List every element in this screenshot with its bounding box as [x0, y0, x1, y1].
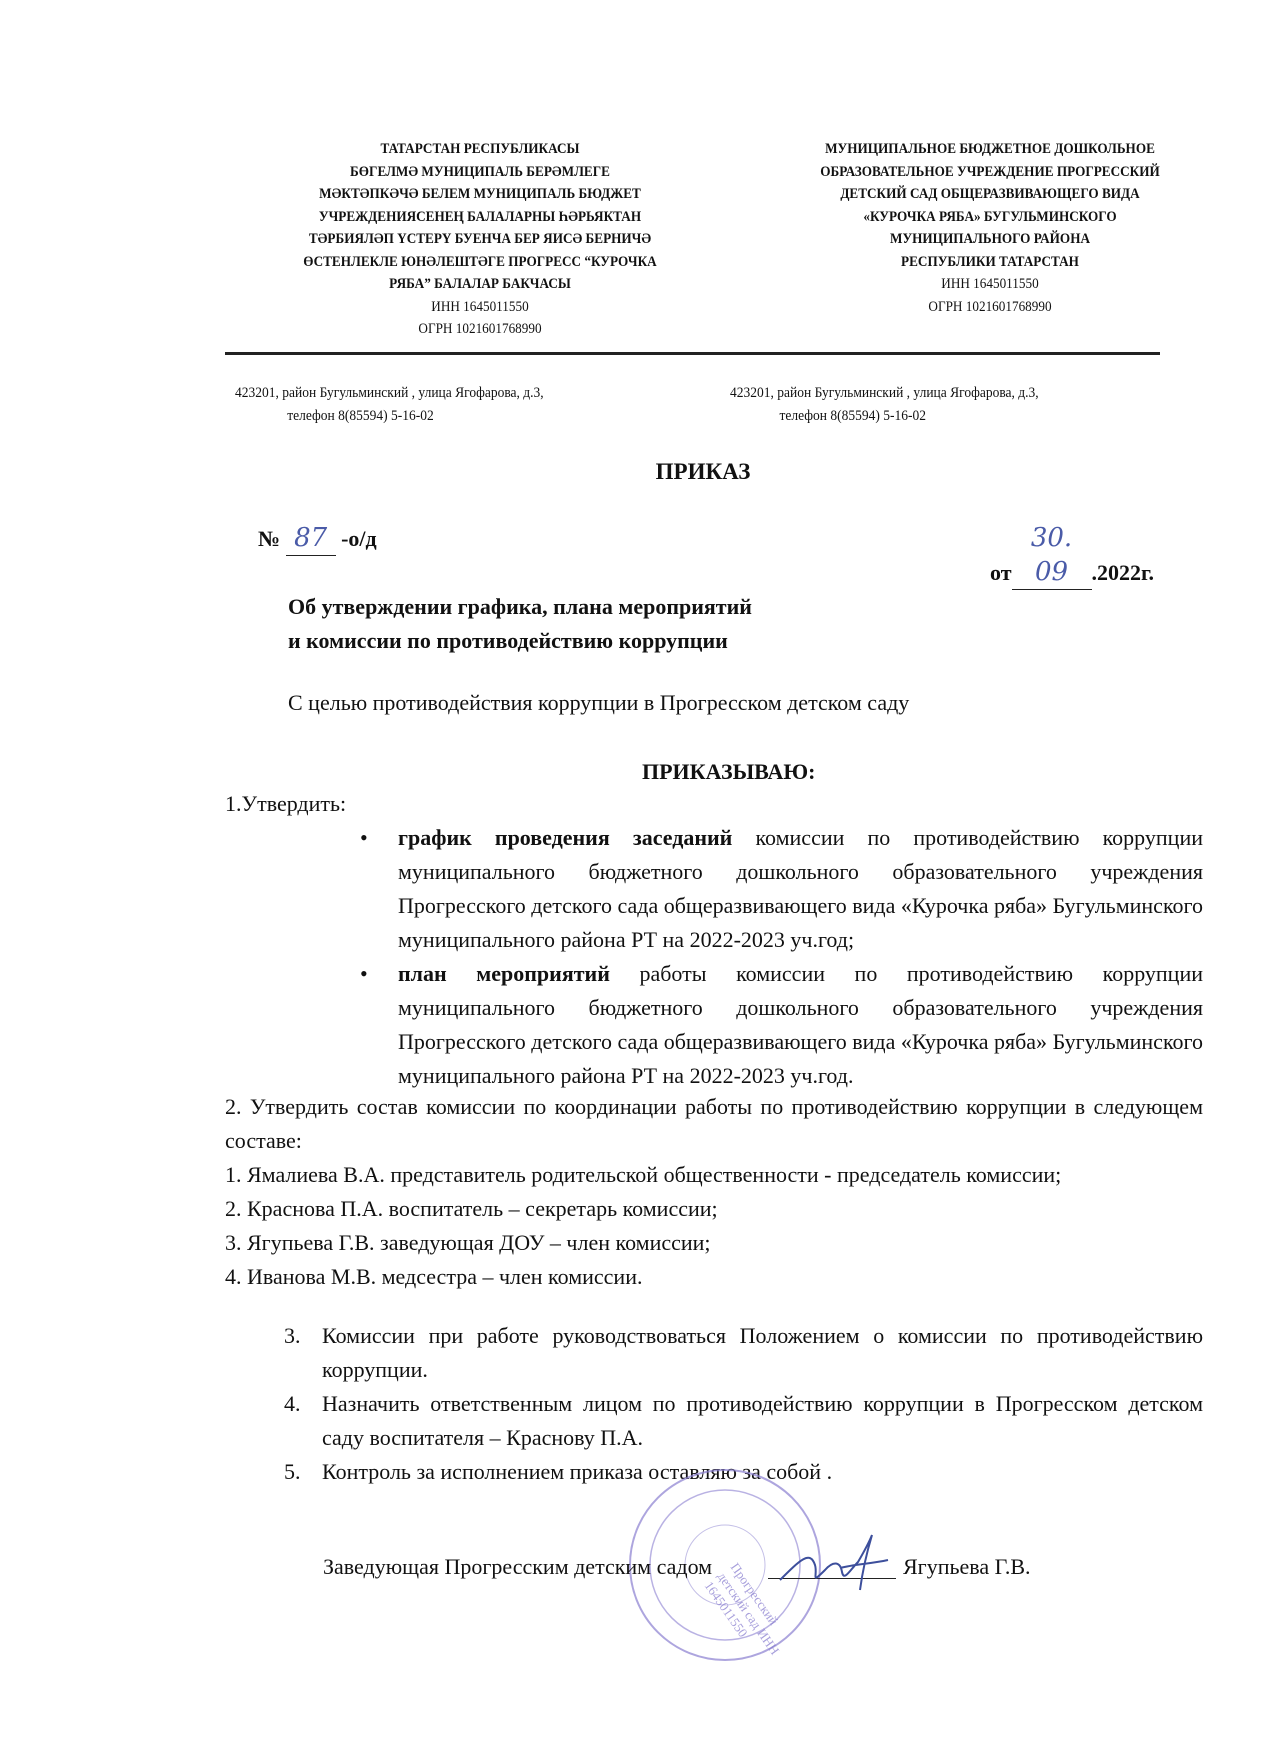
header-line: МУНИЦИПАЛЬНОЕ БЮДЖЕТНОЕ ДОШКОЛЬНОЕ — [825, 141, 1155, 157]
bullet-text: комиссии по противодействию коррупции муниципального бюджетного дошкольного образовательного учреждения Прогресского детского сада общеразвивающего вида «Курочка ряба» Бугульминского муниципального района РТ на 2022-2023 уч.год; — [398, 825, 1203, 952]
number-handwritten: 87 — [286, 521, 336, 556]
ogrn: ОГРН 1021601768990 — [418, 321, 542, 337]
address-line: 423201, район Бугульминский , улица Ягофарова, д.3, — [730, 385, 1039, 401]
date-prefix: от — [990, 560, 1012, 585]
number-sign: № — [258, 526, 281, 551]
header-line: ОБРАЗОВАТЕЛЬНОЕ УЧРЕЖДЕНИЕ ПРОГРЕССКИЙ — [820, 163, 1160, 180]
approve-list — [398, 821, 1203, 1093]
header-line: ӨСТЕНЛЕКЛЕ ЮНӘЛЕШТӘГЕ ПРОГРЕСС “КУРОЧКА — [303, 253, 657, 270]
number-suffix: -о/д — [341, 526, 377, 551]
bullet-bold: план мероприятий — [398, 961, 610, 986]
header-line: УЧРЕЖДЕНИЯСЕНЕҢ БАЛАЛАРНЫ ҺӘРЬЯКТАН — [318, 208, 642, 225]
header-line: «КУРОЧКА РЯБА» БУГУЛЬМИНСКОГО — [863, 208, 1117, 225]
address-line: 423201, район Бугульминский , улица Ягофарова, д.3, — [235, 385, 544, 401]
header-left — [242, 138, 717, 341]
inn: ИНН 1645011550 — [431, 298, 529, 315]
bullet-text: работы комиссии по противодействию коррупции муниципального бюджетного дошкольного образовательного учреждения Прогресского детского сада общеразвивающего вида «Курочка ряба» Бугульминского муниципального района РТ на 2022-2023 уч.год. — [398, 961, 1203, 1088]
order-items — [272, 1319, 1203, 1489]
header-line: ДЕТСКИЙ САД ОБЩЕРАЗВИВАЮЩЕГО ВИДА — [840, 186, 1140, 202]
member-item: 2. Краснова П.А. воспитатель – секретарь комиссии; — [225, 1196, 718, 1221]
address-left — [235, 382, 544, 428]
item-text: Комиссии при работе руководствоваться Положением о комиссии по противодействию коррупции. — [322, 1323, 1203, 1382]
phone-line: телефон 8(85594) 5-16-02 — [779, 408, 927, 424]
list-item — [398, 821, 1203, 957]
header-line: ТӘРБИЯЛӘП ҮСТЕРҮ БУЕНЧА БЕР ЯИСӘ БЕРНИЧӘ — [308, 231, 652, 247]
item-number: 3. — [284, 1323, 301, 1348]
member-item: 1. Ямалиева В.А. представитель родительской общественности - председатель комиссии; — [225, 1162, 1062, 1187]
header-line: МУНИЦИПАЛЬНОГО РАЙОНА — [889, 231, 1090, 247]
order-number — [258, 521, 377, 556]
title-line: и комиссии по противодействию коррупции — [288, 628, 728, 653]
list-item — [398, 957, 1203, 1093]
item-text: Назначить ответственным лицом по противодействию коррупции в Прогресском детском саду воспитателя – Краснову П.А. — [322, 1391, 1203, 1450]
header-right — [770, 138, 1210, 318]
signature-role: Заведующая Прогресским детским садом — [323, 1554, 713, 1579]
members-list — [225, 1158, 1061, 1294]
bullet-bold: график проведения заседаний — [398, 825, 733, 850]
stamp-text: Прогресский детский сад ИНН 1645011550 — [701, 1560, 783, 1658]
order-item — [272, 1319, 1203, 1387]
phone-line: телефон 8(85594) 5-16-02 — [287, 408, 434, 424]
preamble: С целью противодействия коррупции в Прогресском детском саду — [288, 690, 910, 715]
order-date — [990, 521, 1154, 590]
item-text: Контроль за исполнением приказа оставляю за собой . — [322, 1459, 833, 1484]
member-item: 4. Иванова М.В. медсестра – член комиссии. — [225, 1264, 643, 1289]
order-item — [272, 1387, 1203, 1455]
title-line: Об утверждении графика, плана мероприятий — [288, 594, 752, 619]
date-suffix: .2022г. — [1091, 560, 1155, 585]
signature-icon — [770, 1520, 900, 1600]
item1-label: 1.Утвердить: — [225, 791, 347, 816]
item2: 2. Утвердить состав комиссии по координации работы по противодействию коррупции в следующем составе: — [225, 1094, 1203, 1153]
date-handwritten: 30. 09 — [1012, 521, 1092, 590]
header-line: БӨГЕЛМӘ МУНИЦИПАЛЬ БЕРӘМЛЕГЕ — [350, 163, 610, 180]
header-line: ТАТАРСТАН РЕСПУБЛИКАСЫ — [380, 141, 580, 157]
member-item: 3. Ягупьева Г.В. заведующая ДОУ – член комиссии; — [225, 1230, 711, 1255]
item-number: 5. — [284, 1459, 301, 1484]
order-word: ПРИКАЗЫВАЮ: — [642, 759, 816, 784]
item-number: 4. — [284, 1391, 301, 1416]
doc-type: ПРИКАЗ — [655, 459, 751, 484]
address-right — [730, 382, 1039, 428]
header-line: МӘКТӘПКӘЧӘ БЕЛЕМ МУНИЦИПАЛЬ БЮДЖЕТ — [319, 186, 641, 202]
header-divider — [225, 352, 1160, 355]
signature-name: Ягупьева Г.В. — [903, 1554, 1031, 1579]
ogrn: ОГРН 1021601768990 — [928, 298, 1052, 315]
header-line: РЯБА” БАЛАЛАР БАКЧАСЫ — [389, 276, 571, 292]
header-line: РЕСПУБЛИКИ ТАТАРСТАН — [901, 253, 1079, 270]
inn: ИНН 1645011550 — [941, 276, 1039, 292]
order-title — [288, 590, 752, 658]
